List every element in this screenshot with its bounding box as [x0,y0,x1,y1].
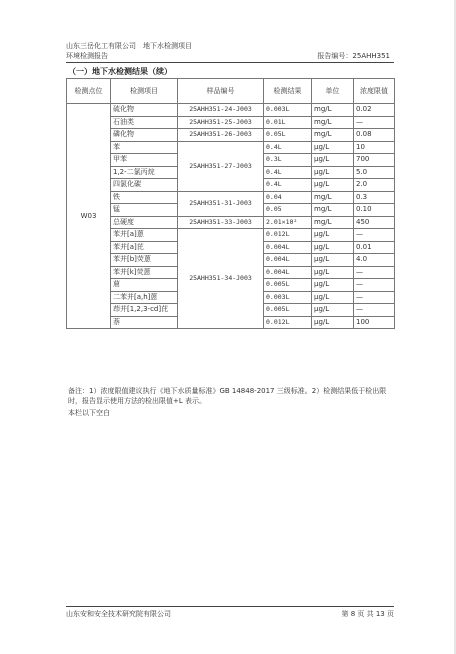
limit-cell: 2.0 [354,179,395,192]
unit-cell: μg/L [312,241,354,254]
unit-cell: μg/L [312,279,354,292]
unit-cell: mg/L [312,116,354,129]
item-cell: 硫化物 [111,104,178,117]
item-cell: 总硬度 [111,216,178,229]
blank-below-text: 本栏以下空白 [68,409,110,417]
sample-cell: 25AHH351-26-J003 [178,129,264,142]
item-cell: 二苯并[a,h]蒽 [111,291,178,304]
table-row [67,129,395,142]
result-cell: 0.012L [264,316,312,329]
limit-cell: — [354,279,395,292]
table-row [67,116,395,129]
result-cell: 2.01×10² [264,216,312,229]
result-cell: 0.004L [264,254,312,267]
item-cell: 锰 [111,204,178,217]
result-cell: 0.005L [264,304,312,317]
item-cell: 䓛 [111,279,178,292]
item-cell: 苯并[b]荧蒽 [111,254,178,267]
col-header-sample: 样品编号 [178,79,264,104]
item-cell: 1,2-二氯丙烷 [111,166,178,179]
result-cell: 0.01L [264,116,312,129]
table-row [67,191,395,204]
item-cell: 苯并[a]芘 [111,241,178,254]
unit-cell: mg/L [312,129,354,142]
item-cell: 苯并[a]蒽 [111,229,178,242]
result-cell: 0.4L [264,141,312,154]
limit-cell: 0.10 [354,204,395,217]
limit-cell: — [354,229,395,242]
footer-page-number: 第 8 页 共 13 页 [341,610,394,618]
sample-cell: 25AHH351-25-J003 [178,116,264,129]
unit-cell: mg/L [312,104,354,117]
item-cell: 茚并[1,2,3-cd]芘 [111,304,178,317]
unit-cell: μg/L [312,304,354,317]
item-cell: 萘 [111,316,178,329]
result-cell: 0.003L [264,104,312,117]
header-divider [66,62,394,63]
unit-cell: μg/L [312,141,354,154]
header-company-project: 山东三岳化工有限公司 地下水检测项目 [66,42,192,50]
unit-cell: μg/L [312,291,354,304]
result-cell: 0.004L [264,241,312,254]
item-cell: 苯 [111,141,178,154]
item-cell: 磷化物 [111,129,178,142]
unit-cell: mg/L [312,204,354,217]
limit-cell: — [354,116,395,129]
results-table [66,78,395,329]
result-cell: 0.05L [264,129,312,142]
result-cell: 0.003L [264,291,312,304]
result-cell: 0.04 [264,191,312,204]
result-cell: 0.012L [264,229,312,242]
unit-cell: mg/L [312,216,354,229]
unit-cell: mg/L [312,191,354,204]
item-cell: 甲苯 [111,154,178,167]
limit-cell: — [354,266,395,279]
table-row [67,229,395,242]
limit-cell: 0.3 [354,191,395,204]
result-cell: 0.005L [264,279,312,292]
section-title: （一）地下水检测结果（续） [68,67,172,76]
unit-cell: μg/L [312,179,354,192]
limit-cell: 100 [354,316,395,329]
table-row [67,141,395,154]
limit-cell: — [354,291,395,304]
footer-organization: 山东安和安全技术研究院有限公司 [66,610,171,618]
table-header-row [67,79,395,104]
limit-cell: 0.01 [354,241,395,254]
unit-cell: μg/L [312,266,354,279]
footer-divider [66,606,394,607]
sample-cell: 25AHH351-24-J003 [178,104,264,117]
result-cell: 0.4L [264,179,312,192]
limit-cell: 0.02 [354,104,395,117]
limit-cell: 700 [354,154,395,167]
unit-cell: μg/L [312,229,354,242]
table-row [67,216,395,229]
col-header-site: 检测点位 [67,79,111,104]
limit-cell: 4.0 [354,254,395,267]
report-header [66,41,192,61]
col-header-item: 检测项目 [111,79,178,104]
result-cell: 0.05 [264,204,312,217]
col-header-result: 检测结果 [264,79,312,104]
sample-cell: 25AHH351-31-J003 [178,191,264,216]
table-row [67,104,395,117]
limit-cell: 0.08 [354,129,395,142]
unit-cell: μg/L [312,316,354,329]
unit-cell: μg/L [312,254,354,267]
item-cell: 石油类 [111,116,178,129]
limit-cell: 5.0 [354,166,395,179]
col-header-unit: 单位 [312,79,354,104]
item-cell: 苯并[k]荧蒽 [111,266,178,279]
limit-cell: 450 [354,216,395,229]
header-report-type: 环境检测报告 [66,52,108,60]
unit-cell: μg/L [312,154,354,167]
limit-cell: 10 [354,141,395,154]
header-report-number: 报告编号：25AHH351 [317,52,390,60]
col-header-limit: 浓度限值 [354,79,395,104]
item-cell: 铁 [111,191,178,204]
sample-cell: 25AHH351-33-J003 [178,216,264,229]
table-note: 备注：1）浓度限值建议执行《地下水质量标准》GB 14848-2017 三级标准。2）检测结果低于检出限时，报告显示使用方法的检出限值+L 表示。 [68,387,387,405]
sample-cell: 25AHH351-27-J003 [178,141,264,191]
unit-cell: μg/L [312,166,354,179]
result-cell: 0.4L [264,166,312,179]
result-cell: 0.3L [264,154,312,167]
item-cell: 四氯化碳 [111,179,178,192]
sample-cell: 25AHH351-34-J003 [178,229,264,329]
result-cell: 0.004L [264,266,312,279]
limit-cell: — [354,304,395,317]
site-cell: W03 [67,104,111,329]
